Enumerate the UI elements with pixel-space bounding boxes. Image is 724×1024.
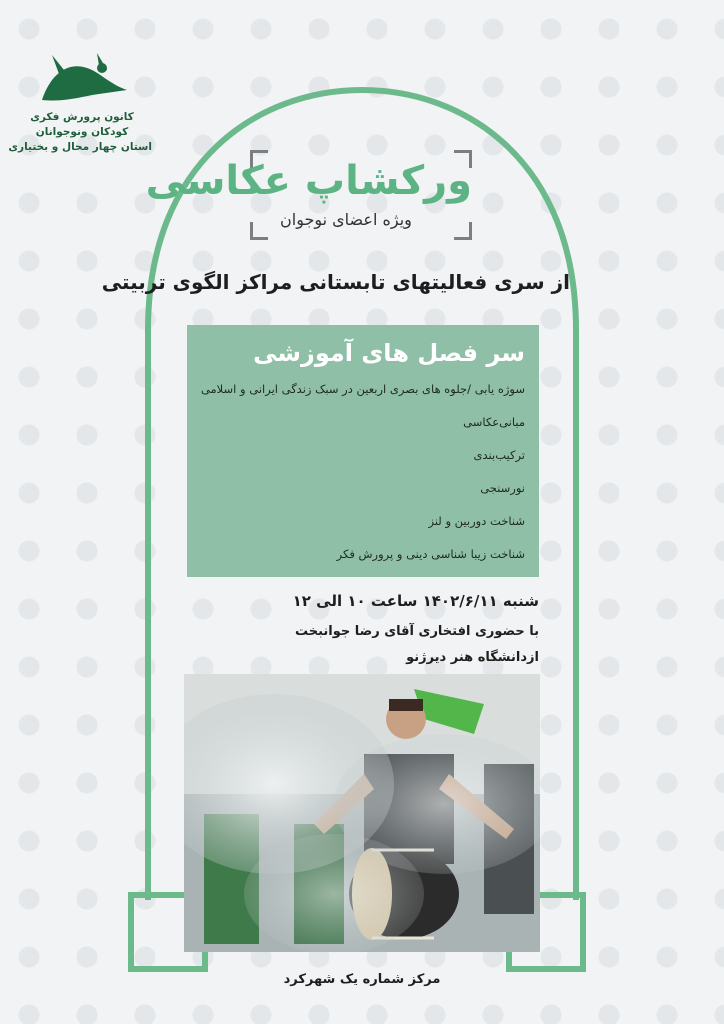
syllabus-heading: سر فصل های آموزشی [253, 339, 525, 367]
syllabus-box [187, 325, 539, 577]
page-title: ورکشاپ عکاسی [145, 158, 472, 204]
bracket-bottom-left [250, 222, 268, 240]
kanoon-logo [8, 50, 152, 155]
series-heading: از سری فعالیتهای تابستانی مراکز الگوی تربیتی [101, 270, 570, 294]
syllabus-item: ترکیب‌بندی [473, 448, 525, 462]
instructor-line: با حضوری افتخاری آقای رضا جوانبخت [294, 624, 539, 639]
title-box [145, 150, 472, 240]
bird-logo-icon [32, 50, 132, 110]
syllabus-item: شناخت زیبا شناسی دینی و پرورش فکر [336, 547, 525, 561]
footer-center-name: مرکز شماره یک شهرکرد [283, 972, 441, 987]
event-date: شنبه ۱۴۰۲/۶/۱۱ ساعت ۱۰ الی ۱۲ [292, 592, 539, 610]
syllabus-item: نورسنجی [480, 481, 525, 495]
page-subtitle: ویژه اعضای نوجوان [280, 210, 412, 229]
syllabus-item: شناخت دوربین و لنز [428, 514, 525, 528]
syllabus-item: سوژه یابی /جلوه های بصری اربعین در سبک زندگی ایرانی و اسلامی [200, 382, 525, 396]
bracket-bottom-right [454, 222, 472, 240]
logo-line-1: کانون پرورش فکری [30, 111, 134, 123]
syllabus-item: مبانی‌عکاسی [463, 415, 525, 429]
logo-line-2: کودکان ونوجوانان [35, 126, 129, 138]
university-line: ازدانشگاه هنر دیرژنو [406, 650, 539, 665]
drummer-photo-illustration [184, 674, 540, 952]
logo-line-3: استان چهار محال و بختیاری [8, 141, 152, 153]
event-photo [184, 674, 540, 952]
